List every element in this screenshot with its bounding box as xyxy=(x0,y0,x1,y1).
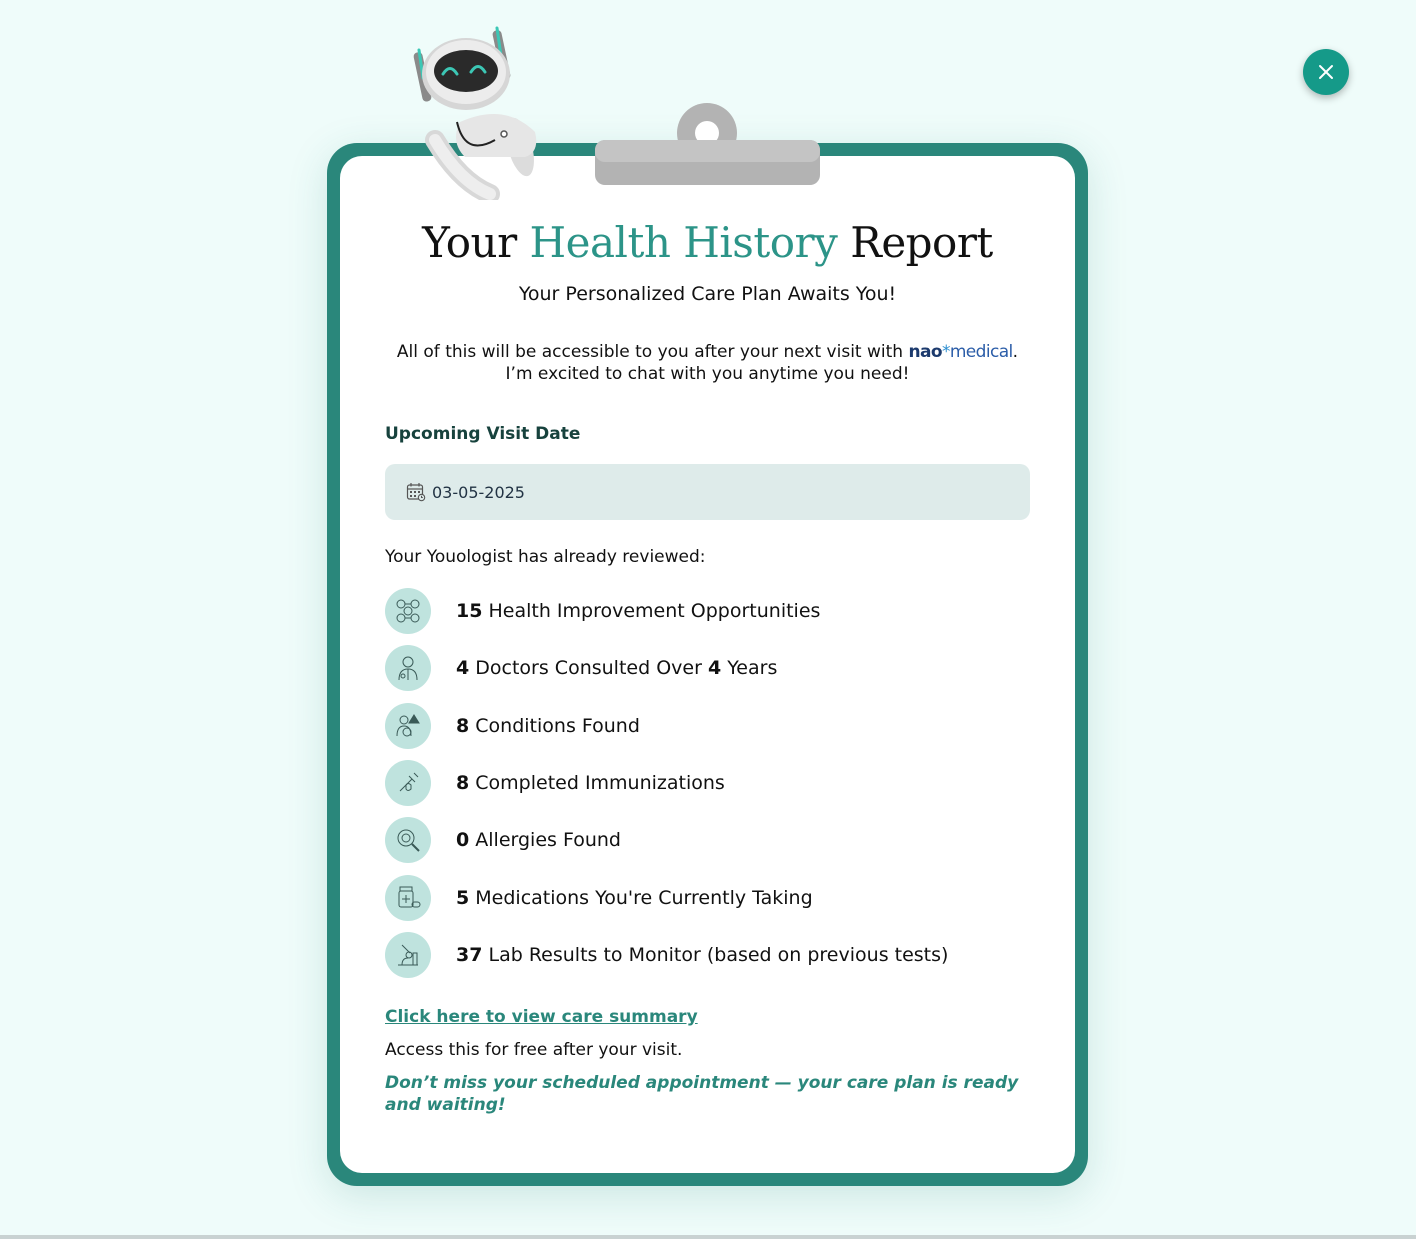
calendar-icon xyxy=(406,482,426,502)
allergies-icon xyxy=(385,817,431,863)
medications-icon xyxy=(385,875,431,921)
immunizations-icon xyxy=(385,760,431,806)
clipboard-clip xyxy=(595,103,820,185)
visit-date-field[interactable] xyxy=(385,464,1030,520)
description: All of this will be accessible to you after your next visit with nao*medical. I’m excited to chat with you anytime you need! xyxy=(396,342,1019,384)
robot-mascot-icon xyxy=(405,22,555,200)
stat-text: 37 Lab Results to Monitor (based on previous tests) xyxy=(456,944,949,966)
nao-medical-logo: nao*medical xyxy=(908,342,1013,362)
bottom-divider xyxy=(0,1235,1416,1239)
stat-doctors xyxy=(385,645,777,691)
access-note: Access this for free after your visit. xyxy=(385,1040,683,1060)
stat-text: 5 Medications You're Currently Taking xyxy=(456,887,813,909)
stat-text: 0 Allergies Found xyxy=(456,829,621,851)
stat-text: 8 Completed Immunizations xyxy=(456,772,725,794)
doctors-icon xyxy=(385,645,431,691)
close-icon xyxy=(1318,64,1334,80)
close-button[interactable] xyxy=(1303,49,1349,95)
view-care-summary-link[interactable]: Click here to view care summary xyxy=(385,1007,698,1027)
stat-lab-results xyxy=(385,932,948,978)
lab-results-icon xyxy=(385,932,431,978)
visit-date-label: Upcoming Visit Date xyxy=(385,424,581,444)
stat-immunizations xyxy=(385,760,725,806)
visit-date-value: 03-05-2025 xyxy=(432,482,525,502)
stat-text: 4 Doctors Consulted Over 4 Years xyxy=(456,657,778,679)
stat-conditions xyxy=(385,703,640,749)
stat-allergies xyxy=(385,817,621,863)
stat-health-opportunities xyxy=(385,588,820,634)
appointment-reminder: Don’t miss your scheduled appointment — your care plan is ready and waiting! xyxy=(385,1073,1019,1115)
conditions-icon xyxy=(385,703,431,749)
stat-text: 8 Conditions Found xyxy=(456,715,640,737)
page-title: Your Health History Report xyxy=(422,218,993,267)
health-opportunities-icon xyxy=(385,588,431,634)
subtitle: Your Personalized Care Plan Awaits You! xyxy=(518,283,897,305)
stat-medications xyxy=(385,875,813,921)
stat-text: 15 Health Improvement Opportunities xyxy=(456,600,821,622)
reviewed-label: Your Youologist has already reviewed: xyxy=(385,547,706,567)
